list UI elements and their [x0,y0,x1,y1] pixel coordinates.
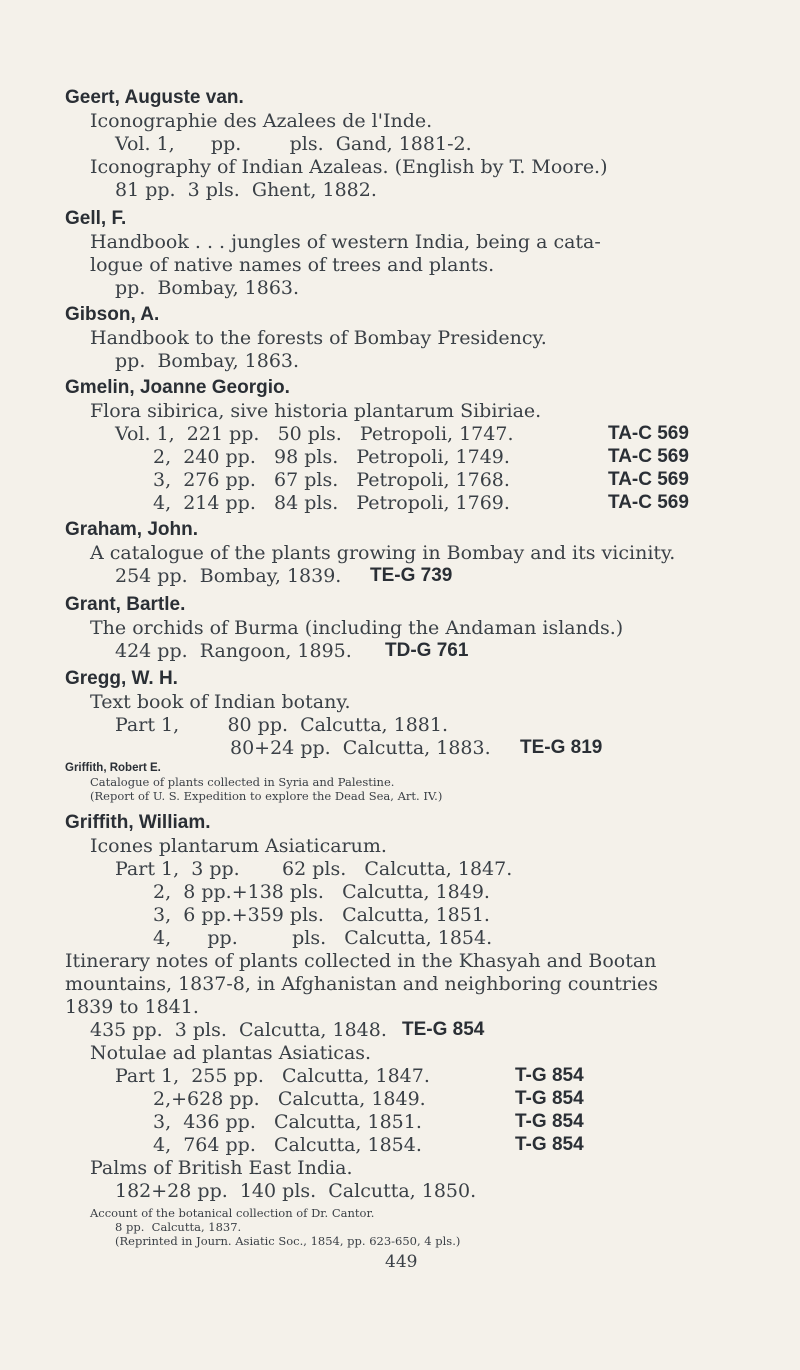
title-line: Palms of British East India. [90,1157,353,1179]
title-line: Icones plantarum Asiaticarum. [90,835,387,857]
title-line: Catalogue of plants collected in Syria and Palestine. [90,775,395,789]
part-line: Part 1, 3 pp. 62 pls. Calcutta, 1847. [115,858,513,880]
entry-heading-grant: Grant, Bartle. [65,594,186,615]
part-line: 4, pp. pls. Calcutta, 1854. [153,927,493,949]
call-number: TE-G 854 [402,1019,485,1040]
call-number: TE-G 739 [370,565,453,586]
entry-heading-gibson: Gibson, A. [65,304,160,325]
title-line: Iconography of Indian Azaleas. (English by T. Moore.) [90,156,608,178]
title-line: Notulae ad plantas Asiaticas. [90,1042,372,1064]
volume-line: 3, 276 pp. 67 pls. Petropoli, 1768. [153,469,510,491]
imprint-line: 254 pp. Bombay, 1839. [115,565,342,587]
entry-heading-graham: Graham, John. [65,519,199,540]
title-line: Itinerary notes of plants collected in the Khasyah and Bootan [65,950,657,972]
call-number: T-G 854 [515,1111,584,1132]
page-number: 449 [385,1252,418,1272]
title-line: Flora sibirica, sive historia plantarum Sibiriae. [90,400,542,422]
title-line: 1839 to 1841. [65,996,199,1018]
call-number: T-G 854 [515,1134,584,1155]
entry-heading-geert: Geert, Auguste van. [65,87,244,108]
title-line: Account of the botanical collection of Dr. Cantor. [90,1206,375,1220]
call-number: T-G 854 [515,1065,584,1086]
part-line: Part 1, 80 pp. Calcutta, 1881. [115,714,449,736]
call-number: TA-C 569 [608,446,689,467]
imprint-line: pp. Bombay, 1863. [115,277,300,299]
title-line: Iconographie des Azalees de l'Inde. [90,110,433,132]
part-line: 2,+628 pp. Calcutta, 1849. [153,1088,426,1110]
note-line: (Report of U. S. Expedition to explore the Dead Sea, Art. IV.) [90,789,443,803]
part-line: 3, 436 pp. Calcutta, 1851. [153,1111,422,1133]
title-line: The orchids of Burma (including the Andaman islands.) [90,617,624,639]
title-line: mountains, 1837-8, in Afghanistan and neighboring countries [65,973,659,995]
call-number: TA-C 569 [608,423,689,444]
entry-heading-gmelin: Gmelin, Joanne Georgio. [65,377,290,398]
imprint-line: 81 pp. 3 pls. Ghent, 1882. [115,179,377,201]
part-line: 3, 6 pp.+359 pls. Calcutta, 1851. [153,904,490,926]
title-line: Handbook to the forests of Bombay Presidency. [90,327,547,349]
imprint-line: 182+28 pp. 140 pls. Calcutta, 1850. [115,1180,477,1202]
part-line: 4, 764 pp. Calcutta, 1854. [153,1134,422,1156]
part-line: 2, 8 pp.+138 pls. Calcutta, 1849. [153,881,490,903]
imprint-line: pp. Bombay, 1863. [115,350,300,372]
imprint-line: 424 pp. Rangoon, 1895. [115,640,352,662]
entry-heading-gregg: Gregg, W. H. [65,668,178,689]
entry-heading-gell: Gell, F. [65,208,127,229]
volume-line: Vol. 1, pp. pls. Gand, 1881-2. [115,133,472,155]
call-number: TA-C 569 [608,492,689,513]
volume-line: 2, 240 pp. 98 pls. Petropoli, 1749. [153,446,510,468]
note-line: (Reprinted in Journ. Asiatic Soc., 1854, pp. 623-650, 4 pls.) [115,1234,461,1248]
imprint-line: 8 pp. Calcutta, 1837. [115,1220,242,1234]
entry-heading-griffith-robert: Griffith, Robert E. [65,762,161,774]
title-line: Handbook . . . jungles of western India, being a cata- [90,231,601,253]
call-number: TD-G 761 [385,640,469,661]
part-line: Part 1, 255 pp. Calcutta, 1847. [115,1065,430,1087]
part-line: 80+24 pp. Calcutta, 1883. [230,737,491,759]
call-number: T-G 854 [515,1088,584,1109]
volume-line: Vol. 1, 221 pp. 50 pls. Petropoli, 1747. [115,423,514,445]
call-number: TE-G 819 [520,737,603,758]
entry-heading-griffith-william: Griffith, William. [65,812,211,833]
volume-line: 4, 214 pp. 84 pls. Petropoli, 1769. [153,492,510,514]
imprint-line: 435 pp. 3 pls. Calcutta, 1848. [90,1019,387,1041]
title-line: Text book of Indian botany. [90,691,351,713]
call-number: TA-C 569 [608,469,689,490]
title-line: A catalogue of the plants growing in Bombay and its vicinity. [90,542,676,564]
title-line: logue of native names of trees and plants. [90,254,495,276]
